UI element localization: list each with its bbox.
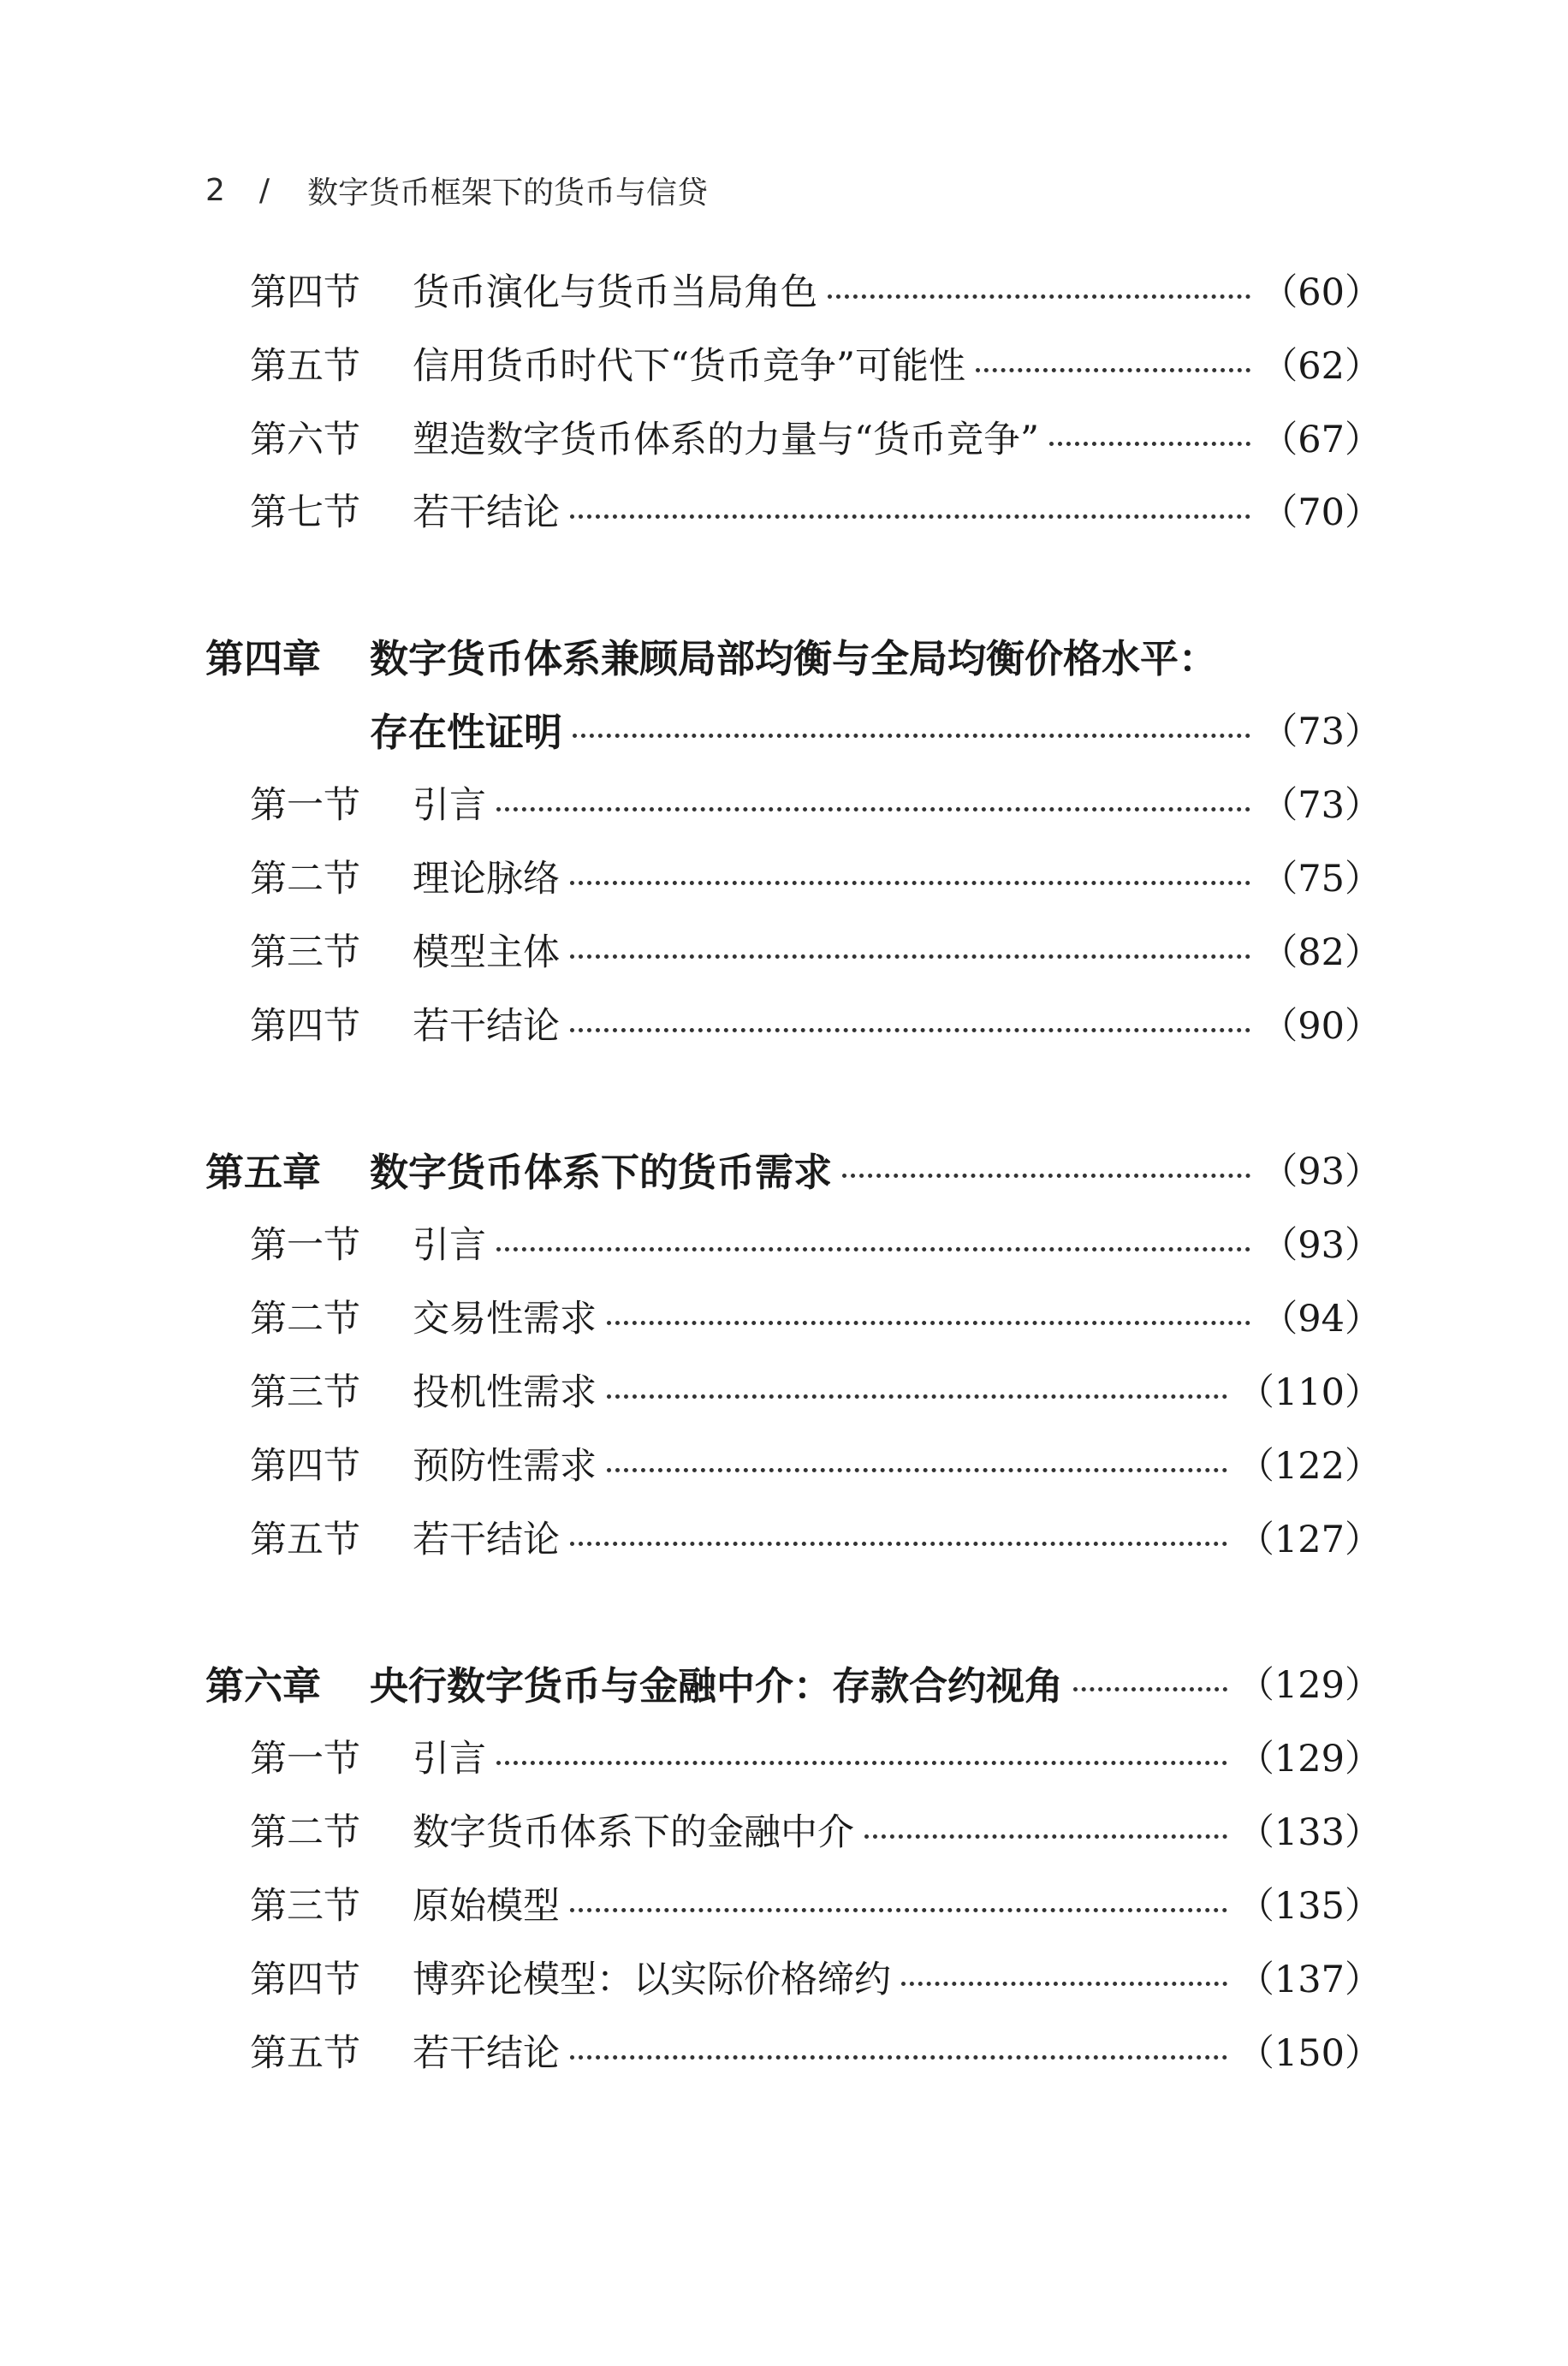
section-title: 博弈论模型：以实际价格缔约 <box>413 1958 891 2001</box>
dot-leader <box>607 1394 1227 1399</box>
dot-leader <box>570 514 1250 519</box>
toc-chapter-entry[interactable] <box>205 1652 1381 1712</box>
dot-leader <box>864 1834 1227 1839</box>
toc-entry[interactable] <box>250 479 1381 539</box>
dot-leader <box>976 368 1250 372</box>
section-label: 第四节 <box>250 1004 360 1048</box>
dot-leader <box>1049 442 1250 446</box>
dot-leader <box>1073 1687 1227 1691</box>
chapter-title: 数字货币体系下的货币需求 <box>370 1149 833 1195</box>
dot-leader <box>570 881 1250 885</box>
section-title: 原始模型 <box>413 1884 560 1928</box>
section-page: （137） <box>1237 1958 1381 2001</box>
toc-chapter-entry[interactable] <box>205 1138 1381 1198</box>
dot-leader <box>496 807 1250 811</box>
chapter-label: 第五章 <box>205 1149 322 1195</box>
section-label: 第五节 <box>250 2031 360 2075</box>
section-page: （73） <box>1261 783 1381 827</box>
section-title: 塑造数字货币体系的力量与“货币竞争” <box>413 418 1039 461</box>
section-label: 第三节 <box>250 1370 360 1414</box>
section-label: 第二节 <box>250 1810 360 1854</box>
toc-entry[interactable] <box>250 1433 1381 1493</box>
dot-leader <box>496 1247 1250 1251</box>
toc-chapter-entry-continued[interactable] <box>370 699 1381 758</box>
section-page: （150） <box>1237 2031 1381 2075</box>
book-title: 数字货币框架下的货币与信贷 <box>307 175 709 211</box>
section-title: 若干结论 <box>413 2031 560 2075</box>
section-page: （110） <box>1237 1370 1381 1414</box>
section-title: 若干结论 <box>413 1518 560 1561</box>
section-title: 货币演化与货币当局角色 <box>413 270 817 314</box>
chapter-label: 第四章 <box>205 635 322 681</box>
section-label: 第七节 <box>250 490 360 534</box>
section-page: （94） <box>1261 1297 1381 1341</box>
toc-entry[interactable] <box>250 1212 1381 1272</box>
header-separator: / <box>258 172 270 208</box>
dot-leader <box>570 954 1250 959</box>
section-title: 理论脉络 <box>413 857 560 901</box>
toc-entry[interactable] <box>250 1726 1381 1786</box>
section-label: 第一节 <box>250 1737 360 1780</box>
chapter-title: 数字货币体系兼顾局部均衡与全局均衡价格水平： <box>370 635 1218 681</box>
section-title: 引言 <box>413 1737 486 1780</box>
dot-leader <box>570 2055 1227 2060</box>
section-page: （82） <box>1261 930 1381 974</box>
toc-entry[interactable] <box>250 772 1381 832</box>
section-page: （62） <box>1261 344 1381 388</box>
section-title: 投机性需求 <box>413 1370 597 1414</box>
dot-leader <box>842 1174 1250 1178</box>
section-label: 第六节 <box>250 418 360 461</box>
section-label: 第四节 <box>250 1958 360 2001</box>
section-label: 第三节 <box>250 930 360 974</box>
section-label: 第一节 <box>250 1223 360 1267</box>
section-label: 第四节 <box>250 270 360 314</box>
section-page: （133） <box>1237 1810 1381 1854</box>
section-page: （60） <box>1261 270 1381 314</box>
section-page: （90） <box>1261 1004 1381 1048</box>
dot-leader <box>570 1028 1250 1032</box>
section-page: （70） <box>1261 490 1381 534</box>
section-title: 引言 <box>413 1223 486 1267</box>
dot-leader <box>573 734 1250 738</box>
section-label: 第五节 <box>250 1518 360 1561</box>
dot-leader <box>496 1761 1227 1765</box>
section-label: 第一节 <box>250 783 360 827</box>
toc-entry[interactable] <box>250 919 1381 979</box>
section-label: 第四节 <box>250 1444 360 1488</box>
section-page: （127） <box>1237 1518 1381 1561</box>
section-label: 第五节 <box>250 344 360 388</box>
section-title: 若干结论 <box>413 1004 560 1048</box>
dot-leader <box>901 1982 1227 1986</box>
section-title: 模型主体 <box>413 930 560 974</box>
chapter-page: （129） <box>1237 1663 1381 1707</box>
toc-entry[interactable] <box>250 1286 1381 1346</box>
toc-chapter-entry[interactable] <box>205 625 1381 685</box>
toc-entry[interactable] <box>250 1507 1381 1566</box>
toc-entry[interactable] <box>250 1799 1381 1859</box>
section-title: 预防性需求 <box>413 1444 597 1488</box>
toc-entry[interactable] <box>250 1359 1381 1419</box>
section-page: （135） <box>1237 1884 1381 1928</box>
dot-leader <box>570 1542 1227 1546</box>
page-number: 2 <box>205 172 225 208</box>
section-title: 交易性需求 <box>413 1297 597 1341</box>
chapter-title: 央行数字货币与金融中介：存款合约视角 <box>370 1662 1064 1709</box>
toc-entry[interactable] <box>250 1873 1381 1933</box>
section-page: （93） <box>1261 1223 1381 1267</box>
section-page: （67） <box>1261 418 1381 461</box>
section-title: 引言 <box>413 783 486 827</box>
toc-entry[interactable] <box>250 333 1381 393</box>
dot-leader <box>570 1908 1227 1912</box>
dot-leader <box>607 1321 1250 1325</box>
toc-entry[interactable] <box>250 1947 1381 2006</box>
section-label: 第二节 <box>250 857 360 901</box>
section-label: 第二节 <box>250 1297 360 1341</box>
chapter-page: （73） <box>1261 710 1381 753</box>
dot-leader <box>607 1468 1227 1472</box>
chapter-page: （93） <box>1261 1150 1381 1193</box>
running-head <box>205 164 708 216</box>
chapter-label: 第六章 <box>205 1662 322 1709</box>
section-title: 信用货币时代下“货币竞争”可能性 <box>413 344 965 388</box>
section-page: （129） <box>1237 1737 1381 1780</box>
section-page: （75） <box>1261 857 1381 901</box>
chapter-title-continued: 存在性证明 <box>370 709 563 755</box>
toc-entry[interactable] <box>250 259 1381 319</box>
section-page: （122） <box>1237 1444 1381 1488</box>
dot-leader <box>828 294 1250 299</box>
toc-entry[interactable] <box>250 846 1381 906</box>
section-title: 数字货币体系下的金融中介 <box>413 1810 854 1854</box>
section-label: 第三节 <box>250 1884 360 1928</box>
section-title: 若干结论 <box>413 490 560 534</box>
toc-entry[interactable] <box>250 407 1381 467</box>
toc-entry[interactable] <box>250 2020 1381 2080</box>
toc-entry[interactable] <box>250 993 1381 1053</box>
